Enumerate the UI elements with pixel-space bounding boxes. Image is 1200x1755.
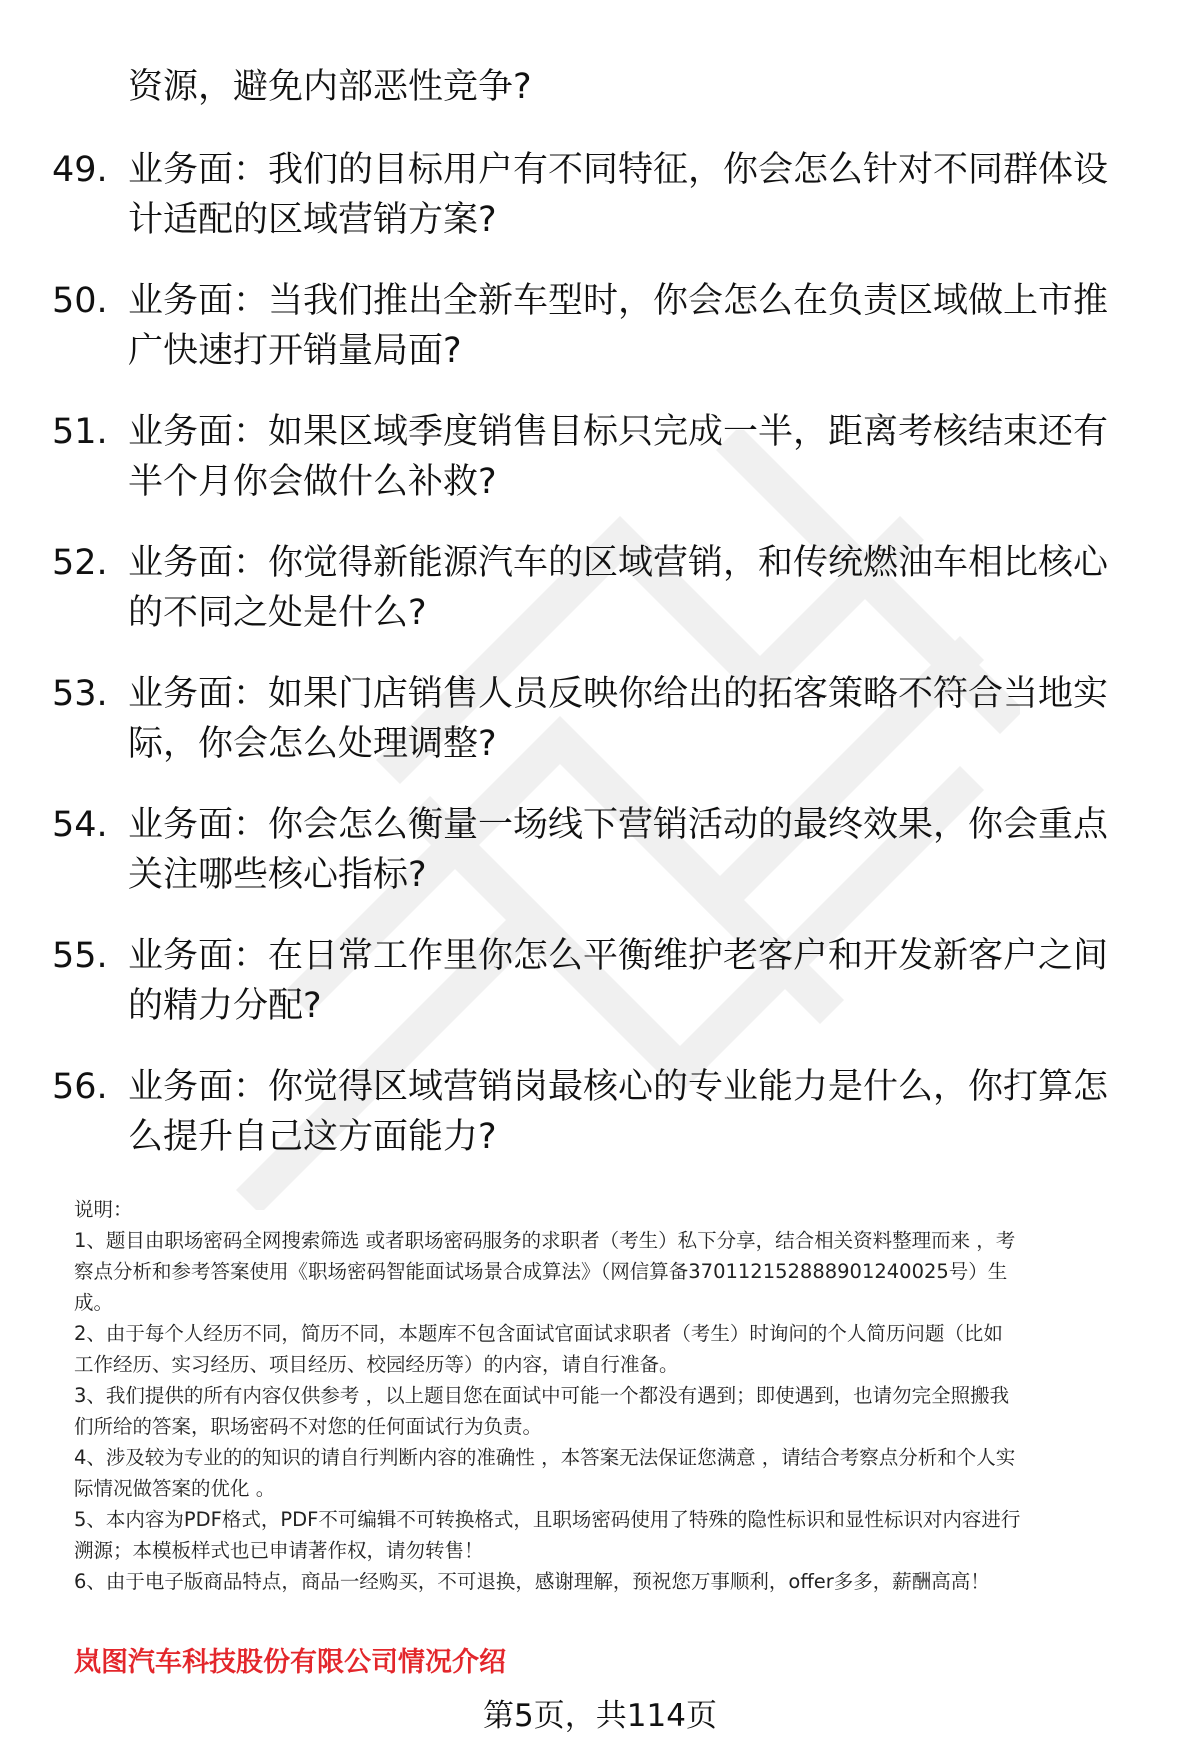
question-list: [52, 145, 1152, 1193]
question-text: [128, 276, 1138, 376]
notes-line: 工作经历、实习经历、项目经历、校园经历等）的内容，请自行准备。: [74, 1353, 679, 1376]
notes-line: 4、涉及较为专业的的知识的请自行判断内容的准确性 ，本答案无法保证您满意 ，请结合考察点分析和个人实: [74, 1446, 1016, 1469]
notes-section: [74, 1194, 1154, 1597]
question-line: 业务面：你觉得新能源汽车的区域营销，和传统燃油车相比核心: [128, 543, 1109, 583]
question-line: 广快速打开销量局面?: [128, 331, 462, 371]
list-item: [52, 669, 1152, 800]
question-text: [128, 407, 1138, 507]
list-item: [52, 931, 1152, 1062]
question-text: [128, 669, 1138, 769]
notes-line: 6、由于电子版商品特点，商品一经购买，不可退换，感谢理解，预祝您万事顺利，offer多多，薪酬高高！: [74, 1570, 990, 1593]
notes-line: 溯源；本模板样式也已申请著作权，请勿转售！: [74, 1539, 484, 1562]
notes-line: 成。: [74, 1291, 114, 1314]
question-line: 业务面：在日常工作里你怎么平衡维护老客户和开发新客户之间: [128, 936, 1109, 976]
list-item: [52, 407, 1152, 538]
question-number: 53.: [52, 674, 108, 714]
question-line: 业务面：我们的目标用户有不同特征，你会怎么针对不同群体设: [128, 150, 1109, 190]
question-line: 际，你会怎么处理调整?: [128, 724, 497, 764]
notes-line: 察点分析和参考答案使用《职场密码智能面试场景合成算法》（网信算备370112152888901240025号）生: [74, 1260, 1008, 1283]
question-number: 55.: [52, 936, 108, 976]
notes-line: 1、题目由职场密码全网搜索筛选 或者职场密码服务的求职者（考生）私下分享，结合相关资料整理而来 ，考: [74, 1229, 1016, 1252]
question-text: [128, 931, 1138, 1031]
question-line: 关注哪些核心指标?: [128, 855, 427, 895]
question-number: 56.: [52, 1067, 108, 1107]
question-text: [128, 538, 1138, 638]
question-line: 业务面：你会怎么衡量一场线下营销活动的最终效果，你会重点: [128, 805, 1109, 845]
question-line: 业务面：如果门店销售人员反映你给出的拓客策略不符合当地实: [128, 674, 1109, 714]
question-number: 50.: [52, 281, 108, 321]
list-item: [52, 1062, 1152, 1193]
page-number: 第5页，共114页: [483, 1698, 717, 1734]
question-line: 业务面：你觉得区域营销岗最核心的专业能力是什么，你打算怎: [128, 1067, 1109, 1107]
notes-line: 们所给的答案，职场密码不对您的任何面试行为负责。: [74, 1415, 543, 1438]
question-text: [128, 1062, 1138, 1162]
question-line: 业务面：如果区域季度销售目标只完成一半，距离考核结束还有: [128, 412, 1109, 452]
question-continuation: 资源，避免内部恶性竞争?: [128, 67, 532, 107]
question-number: 54.: [52, 805, 108, 845]
question-number: 49.: [52, 150, 108, 190]
company-section-title: 岚图汽车科技股份有限公司情况介绍: [74, 1647, 506, 1678]
notes-line: 5、本内容为PDF格式，PDF不可编辑不可转换格式，且职场密码使用了特殊的隐性标识和显性标识对内容进行: [74, 1508, 1021, 1531]
question-number: 52.: [52, 543, 108, 583]
question-number: 51.: [52, 412, 108, 452]
notes-line: 3、我们提供的所有内容仅供参考 ，以上题目您在面试中可能一个都没有遇到；即使遇到，也请勿完全照搬我: [74, 1384, 1010, 1407]
list-item: [52, 538, 1152, 669]
question-line: 么提升自己这方面能力?: [128, 1117, 497, 1157]
question-line: 的精力分配?: [128, 986, 322, 1026]
notes-heading: 说明：: [74, 1198, 133, 1221]
question-text: [128, 800, 1138, 900]
question-line: 业务面：当我们推出全新车型时，你会怎么在负责区域做上市推: [128, 281, 1109, 321]
list-item: [52, 145, 1152, 276]
list-item: [52, 276, 1152, 407]
notes-line: 2、由于每个人经历不同，简历不同，本题库不包含面试官面试求职者（考生）时询问的个人简历问题（比如: [74, 1322, 1003, 1345]
question-text: [128, 145, 1138, 245]
question-line: 的不同之处是什么?: [128, 593, 427, 633]
list-item: [52, 800, 1152, 931]
notes-line: 际情况做答案的优化 。: [74, 1477, 276, 1500]
question-line: 半个月你会做什么补救?: [128, 462, 497, 502]
question-line: 计适配的区域营销方案?: [128, 200, 497, 240]
